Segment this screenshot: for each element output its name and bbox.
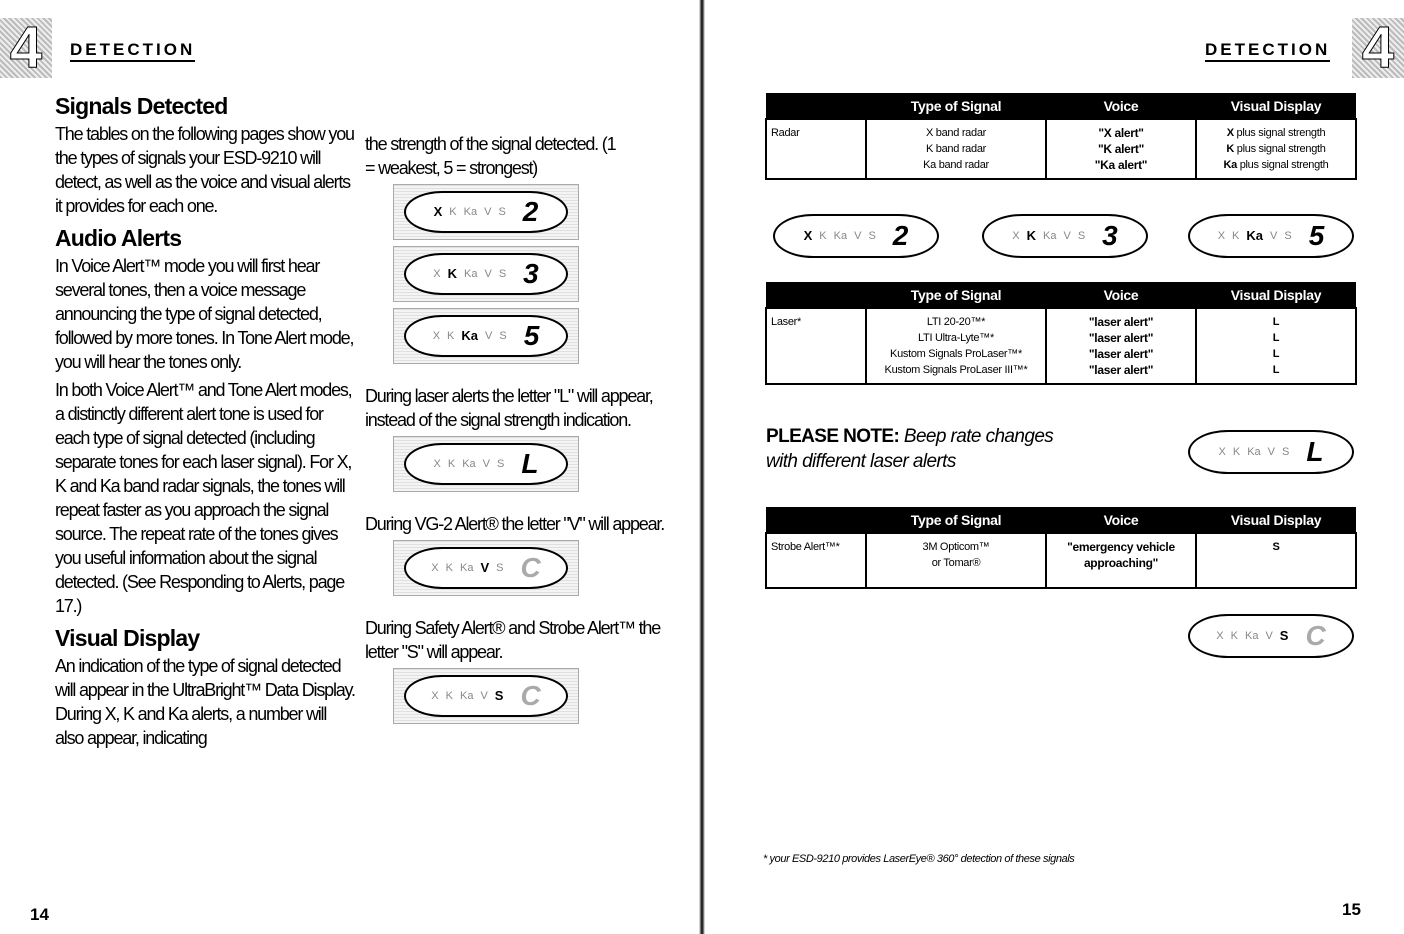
heading-audio-alerts: Audio Alerts — [55, 225, 182, 251]
visual-paragraph: An indication of the type of signal detected will appear in the UltraBright™ Data Display. During X, K and Ka alerts, a number will also appear, indicating — [55, 656, 355, 748]
display-ka-5-right: X K Ka V S 5 — [1178, 208, 1364, 264]
heading-signals-detected: Signals Detected — [55, 93, 228, 119]
strobe-table: Type of Signal Voice Visual Display Strobe Alert™* 3M Opticom™ or Tomar® "emergency vehicle approaching" S — [765, 507, 1357, 589]
display-laser-right: X K Ka V S L — [1178, 424, 1364, 480]
audio-paragraph-2: In both Voice Alert™ and Tone Alert modes, a distinctly different alert tone is used for each type of signal detected (including separate tones for each laser signal). For X, K and Ka band radar signals, the tones will repeat faster as you approach the signal source. The repeat rate of the tones gives you useful information about the signal detected. (See Responding to Alerts, page 17.) — [55, 380, 352, 616]
left-column — [55, 90, 355, 754]
intro-paragraph: The tables on the following pages show you the types of signals your ESD-9210 will detect, as well as the voice and visual alerts it provides for each one. — [55, 124, 354, 216]
display-x-2-right: X K Ka V S 2 — [763, 208, 949, 264]
chapter-number-right: 4 — [1352, 18, 1404, 78]
safety-paragraph: During Safety Alert® and Strobe Alert™ the letter "S" will appear. — [365, 618, 661, 662]
audio-paragraph-1: In Voice Alert™ mode you will first hear several tones, then a voice message announcing the type of signal detected, followed by more tones. In Tone Alert mode, you will hear the tones only. — [55, 256, 354, 372]
display-strobe-right: X K Ka V S C — [1178, 608, 1364, 664]
please-note: PLEASE NOTE: Beep rate changes with different laser alerts — [766, 426, 1054, 472]
strength-paragraph: the strength of the signal detected. (1 = weakest, 5 = strongest) — [365, 134, 616, 178]
heading-visual-display: Visual Display — [55, 625, 200, 651]
footnote: * your ESD-9210 provides LaserEye® 360° detection of these signals — [763, 853, 1075, 865]
page-number-right: 15 — [1342, 900, 1361, 919]
display-x-2: X K Ka V S 2 — [393, 184, 579, 240]
display-laser: X K Ka V S L — [393, 436, 579, 492]
section-title: DETECTION — [70, 40, 195, 62]
display-ka-5: X K Ka V S 5 — [393, 308, 579, 364]
vg2-paragraph: During VG-2 Alert® the letter "V" will appear. — [365, 514, 664, 534]
radar-table: Type of Signal Voice Visual Display Radar X band radar K band radar Ka band radar "X alert" "K alert" "Ka alert" X plus signal strength K plus signal strength Ka plus signal strength — [765, 93, 1357, 180]
page-number-left: 14 — [30, 905, 49, 924]
laser-table: Type of Signal Voice Visual Display Laser* LTI 20-20™* LTI Ultra-Lyte™* Kustom Signals ProLaser™* Kustom Signals ProLaser III™* "laser alert" "laser alert" "laser alert" "laser alert" L L L L — [765, 282, 1357, 385]
chapter-number: 4 — [0, 18, 52, 78]
display-k-3-right: X K Ka V S 3 — [972, 208, 1158, 264]
display-safety: X K Ka V S C — [393, 668, 579, 724]
laser-paragraph: During laser alerts the letter "L" will appear, instead of the signal strength indication. — [365, 386, 653, 430]
page-gutter — [699, 0, 705, 934]
display-k-3: X K Ka V S 3 — [393, 246, 579, 302]
middle-column — [365, 132, 685, 730]
display-vg2: X K Ka V S C — [393, 540, 579, 596]
section-title-right: DETECTION — [1205, 40, 1330, 62]
